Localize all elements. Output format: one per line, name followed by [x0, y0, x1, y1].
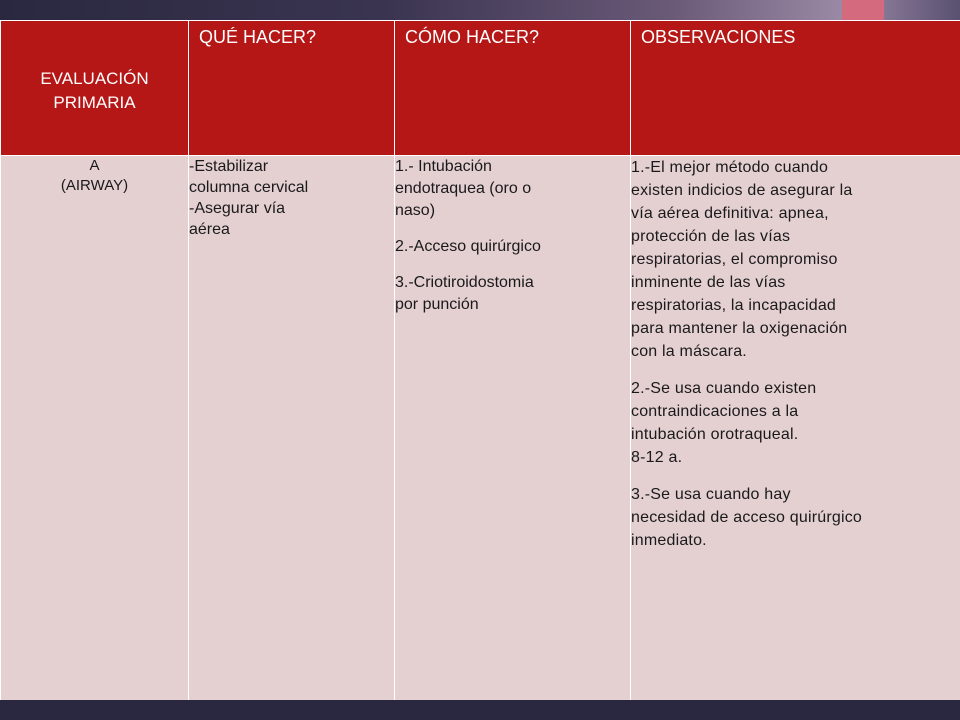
header-que-hacer: QUÉ HACER?	[189, 21, 395, 156]
slide-bottom-bar	[0, 700, 960, 720]
header-evaluacion: EVALUACIÓN PRIMARIA	[1, 21, 189, 156]
accent-square	[842, 0, 884, 20]
table-header-row	[1, 21, 960, 156]
table-row	[1, 156, 960, 701]
cell-observaciones: 1.-El mejor método cuando existen indicios de asegurar la vía aérea definitiva: apnea, protección de las vías respiratorias, el compromiso inminente de las vías respiratorias, la incapacidad para mantener la oxigenación con la máscara. 2.-Se usa cuando existen contraindicaciones a la intubación orotraqueal. 8-12 a. 3.-Se usa cuando hay necesidad de acceso quirúrgico inmediato.	[631, 156, 960, 701]
header-como-hacer: CÓMO HACER?	[395, 21, 631, 156]
cell-evaluacion: A (AIRWAY)	[1, 156, 189, 701]
cell-que-hacer: -Estabilizar columna cervical -Asegurar vía aérea	[189, 156, 395, 701]
header-observaciones: OBSERVACIONES	[631, 21, 960, 156]
slide-top-bar	[0, 0, 960, 20]
primary-evaluation-table	[0, 20, 960, 701]
cell-como-hacer: 1.- Intubación endotraquea (oro o naso) 2.-Acceso quirúrgico 3.-Criotiroidostomia por punción	[395, 156, 631, 701]
